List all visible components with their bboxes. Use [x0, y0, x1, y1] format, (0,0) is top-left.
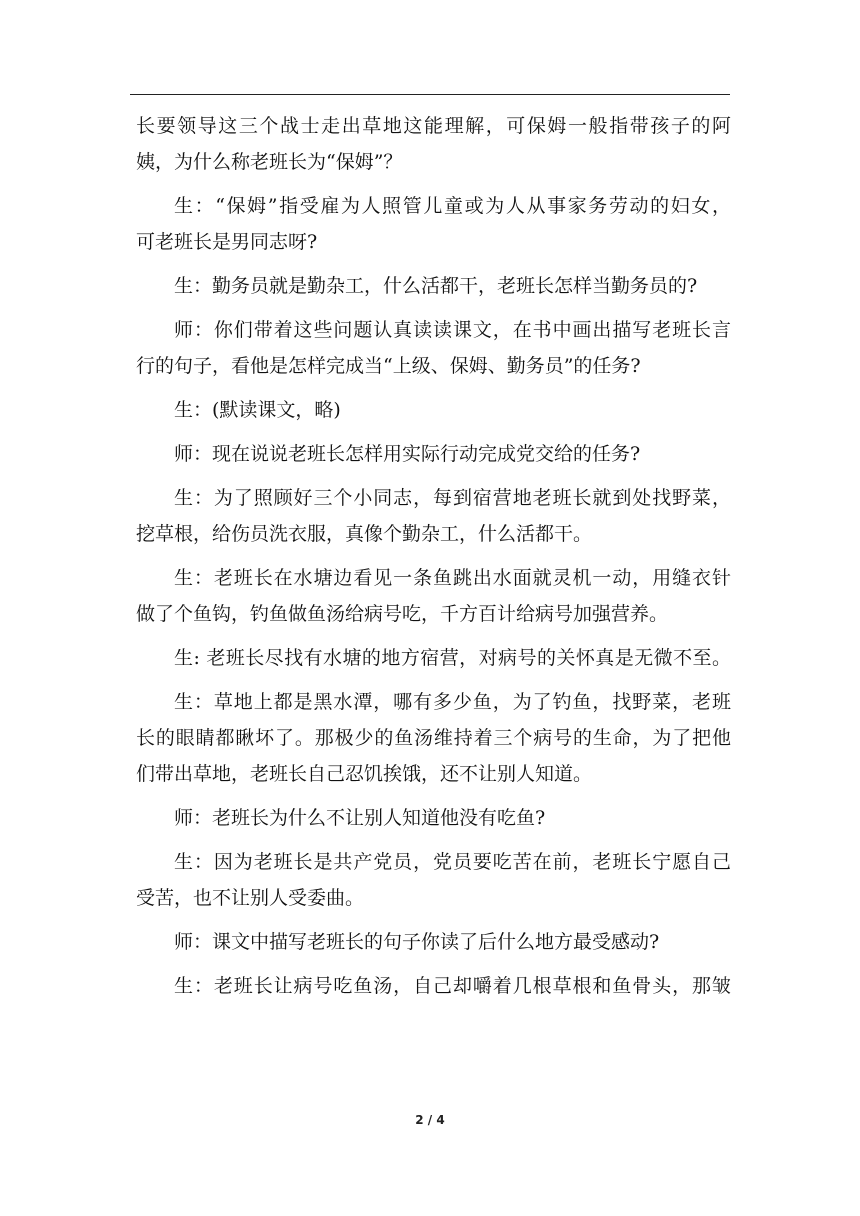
paragraph-gap — [136, 180, 731, 188]
text-line: 们带出草地，老班长自己忍饥挨饿，还不让别人知道。 — [136, 763, 593, 785]
text-line: 生：老班长在水塘边看见一条鱼跳出水面就灵机一动，用缝衣针 — [174, 567, 731, 589]
text-line: 长要领导这三个战士走出草地这能理解，可保姆一般指带孩子的阿 — [136, 115, 731, 137]
text-line: 做了个鱼钩，钓鱼做鱼汤给病号吃，千方百计给病号加强营养。 — [136, 603, 669, 625]
text-line: 生: 老班长尽找有水塘的地方宿营，对病号的关怀真是无微不至。 — [174, 647, 731, 669]
text-line: 师：现在说说老班长怎样用实际行动完成党交给的任务? — [174, 443, 641, 465]
header-rule — [130, 94, 730, 95]
text-line: 师：你们带着这些问题认真读读课文，在书中画出描写老班长言 — [174, 319, 731, 341]
page-number: 2 / 4 — [415, 1113, 445, 1127]
paragraph-gap — [136, 260, 731, 268]
paragraph-gap — [136, 552, 731, 560]
paragraph-gap — [136, 304, 731, 312]
text-line: 师：老班长为什么不让别人知道他没有吃鱼? — [174, 807, 546, 829]
text-line: 挖草根，给伤员洗衣服，真像个勤杂工，什么活都干。 — [136, 523, 593, 545]
text-line: 生：为了照顾好三个小同志，每到宿营地老班长就到处找野菜， — [174, 487, 731, 509]
text-line: 受苦，也不让别人受委曲。 — [136, 887, 365, 909]
paragraph-gap — [136, 384, 731, 392]
text-line: 长的眼睛都瞅坏了。那极少的鱼汤维持着三个病号的生命，为了把他 — [136, 727, 731, 749]
text-line: 行的句子，看他是怎样完成当“上级、保姆、勤务员”的任务? — [136, 355, 641, 377]
text-line: 生：(默读课文，略) — [174, 399, 341, 421]
text-line: 生：勤务员就是勤杂工，什么活都干，老班长怎样当勤务员的? — [174, 275, 698, 297]
document-body — [136, 108, 731, 1004]
paragraph-gap — [136, 836, 731, 844]
text-line: 可老班长是男同志呀? — [136, 231, 318, 253]
text-line: 生：草地上都是黑水潭，哪有多少鱼，为了钓鱼，找野菜，老班 — [174, 691, 731, 713]
paragraph-gap — [136, 428, 731, 436]
paragraph-gap — [136, 960, 731, 968]
text-line: 师：课文中描写老班长的句子你读了后什么地方最受感动? — [174, 931, 660, 953]
paragraph-gap — [136, 632, 731, 640]
text-line: 姨，为什么称老班长为“保姆”？ — [136, 151, 403, 173]
text-line: 生：因为老班长是共产党员，党员要吃苦在前，老班长宁愿自己 — [174, 851, 731, 873]
paragraph-gap — [136, 792, 731, 800]
paragraph-gap — [136, 472, 731, 480]
text-line: 生：老班长让病号吃鱼汤，自己却嚼着几根草根和鱼骨头，那皱 — [174, 975, 731, 997]
paragraph-gap — [136, 676, 731, 684]
paragraph-gap — [136, 916, 731, 924]
text-line: 生：“保姆”指受雇为人照管儿童或为人从事家务劳动的妇女， — [174, 195, 731, 217]
